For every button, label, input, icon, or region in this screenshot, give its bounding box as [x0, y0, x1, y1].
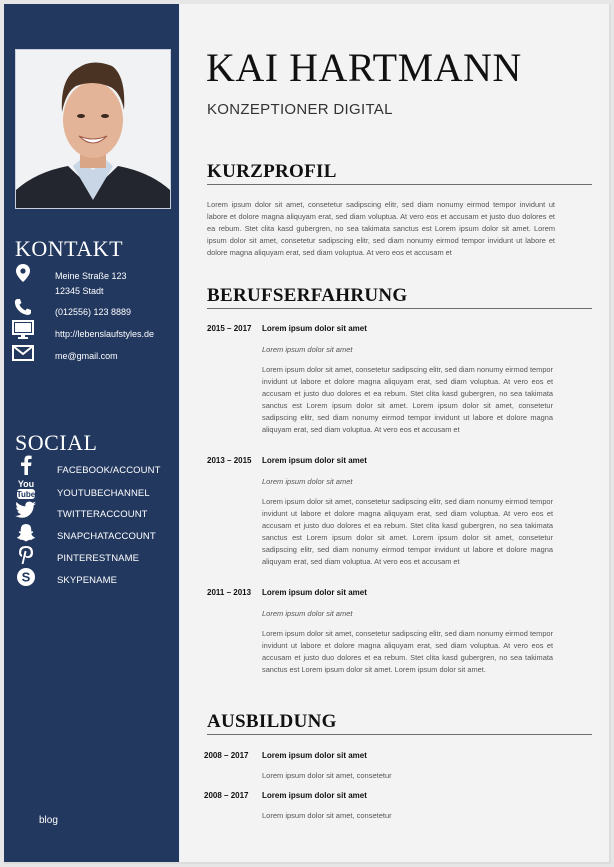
address-line-1: Meine Straße 123 [55, 271, 127, 281]
job-description: Lorem ipsum dolor sit amet, consetetur sadipscing elitr, sed diam nonumy eirmod tempor invidunt ut labore et dolore magna aliquyam erat, sed diam voluptua. At vero eos et accusam et justo duo dolores et ea rebum. Stet clita kasd gubergren, no sea takimata sanctus est Lorem ipsum dolor sit amet. Lorem ipsum dolor sit amet, consetetur sadipscing elitr, sed diam nonumy eirmod tempor invidunt ut labore et dolore magna aliquyam erat, sed diam voluptua. At vero eos et accusam et [262, 497, 553, 566]
section-title-kurzprofil: KURZPROFIL [207, 161, 337, 182]
education-description: Lorem ipsum dolor sit amet, consetetur [262, 771, 392, 780]
website-link[interactable]: http://lebenslaufstyles.de [55, 329, 155, 339]
svg-text:You: You [17, 479, 35, 489]
snapchat-label[interactable]: SNAPCHATACCOUNT [57, 531, 156, 542]
job-dates: 2013 – 2015 [207, 456, 252, 465]
section-divider [207, 734, 592, 735]
education-dates: 2008 – 2017 [204, 751, 249, 760]
job-role: KONZEPTIONER DIGITAL [207, 101, 393, 118]
pinterest-label[interactable]: PINTERESTNAME [57, 553, 140, 564]
twitter-icon [14, 501, 38, 519]
svg-text:S: S [21, 569, 31, 585]
education-title: Lorem ipsum dolor sit amet [262, 751, 367, 760]
social-youtube[interactable] [14, 478, 38, 500]
job-subtitle: Lorem ipsum dolor sit amet [262, 609, 353, 618]
contact-heading: KONTAKT [15, 236, 124, 261]
phone-icon [11, 298, 35, 316]
social-heading: SOCIAL [15, 430, 98, 455]
full-name: KAI HARTMANN [206, 45, 522, 90]
address-line-2: 12345 Stadt [55, 286, 104, 296]
map-pin-icon [11, 264, 35, 282]
phone-number[interactable]: (012556) 123 8889 [55, 307, 132, 317]
social-facebook[interactable] [14, 455, 38, 475]
job-title: Lorem ipsum dolor sit amet [262, 456, 367, 465]
contact-email [11, 345, 35, 361]
facebook-icon [14, 455, 38, 475]
job-title: Lorem ipsum dolor sit amet [262, 324, 367, 333]
education-title: Lorem ipsum dolor sit amet [262, 791, 367, 800]
youtube-icon [14, 478, 38, 500]
section-divider [207, 184, 592, 185]
profile-photo [15, 49, 171, 209]
job-dates: 2011 – 2013 [207, 588, 252, 597]
education-description: Lorem ipsum dolor sit amet, consetetur [262, 811, 392, 820]
twitter-label[interactable]: TWITTERACCOUNT [57, 509, 148, 520]
job-description: Lorem ipsum dolor sit amet, consetetur sadipscing elitr, sed diam nonumy eirmod tempor invidunt ut labore et dolore magna aliquyam erat, sed diam voluptua. At vero eos et accusam et justo duo dolores et ea rebum. Stet clita kasd gubergren, no sea takimata sanctus est Lorem ipsum dolor sit amet. Lorem ipsum dolor sit amet. [262, 629, 553, 674]
sidebar-divider [179, 4, 181, 862]
section-title-ausbildung: AUSBILDUNG [207, 711, 337, 732]
profile-summary: Lorem ipsum dolor sit amet, consetetur sadipscing elitr, sed diam nonumy eirmod tempor invidunt ut labore et dolore magna aliquyam erat, sed diam voluptua. At vero eos et accusam et justo duo dolores et ea rebum. Stet clita kasd gubergren, no sea takimata sanctus est Lorem ipsum dolor sit amet. Lorem ipsum dolor sit amet, consetetur sadipscing elitr, sed diam nonumy eirmod tempor invidunt ut labore et dolore magna aliquyam erat, sed diam voluptua. At vero eos et accusam et [207, 200, 555, 257]
contact-phone [11, 298, 35, 316]
svg-text:Tube: Tube [16, 490, 36, 499]
skype-icon [14, 567, 38, 587]
facebook-label[interactable]: FACEBOOK/ACCOUNT [57, 465, 161, 476]
snapchat-icon [14, 523, 38, 543]
job-dates: 2015 – 2017 [207, 324, 252, 333]
job-subtitle: Lorem ipsum dolor sit amet [262, 477, 353, 486]
social-pinterest[interactable] [14, 545, 38, 565]
social-skype[interactable] [14, 567, 38, 587]
email-link[interactable]: me@gmail.com [55, 351, 118, 361]
social-snapchat[interactable] [14, 523, 38, 543]
contact-website [11, 320, 35, 340]
contact-address [11, 264, 35, 282]
monitor-icon [11, 320, 35, 340]
skype-label[interactable]: SKYPENAME [57, 575, 118, 586]
social-twitter[interactable] [14, 501, 38, 519]
job-description: Lorem ipsum dolor sit amet, consetetur sadipscing elitr, sed diam nonumy eirmod tempor invidunt ut labore et dolore magna aliquyam erat, sed diam voluptua. At vero eos et accusam et justo duo dolores et ea rebum. Stet clita kasd gubergren, no sea takimata sanctus est Lorem ipsum dolor sit amet. Lorem ipsum dolor sit amet, consetetur sadipscing elitr, sed diam nonumy eirmod tempor invidunt ut labore et dolore magna aliquyam erat, sed diam voluptua. At vero eos et accusam et [262, 365, 553, 434]
pinterest-icon [14, 545, 38, 565]
job-subtitle: Lorem ipsum dolor sit amet [262, 345, 353, 354]
education-dates: 2008 – 2017 [204, 791, 249, 800]
blog-link[interactable]: blog [39, 815, 58, 826]
section-title-berufserfahrung: BERUFSERFAHRUNG [207, 285, 408, 306]
section-divider [207, 308, 592, 309]
envelope-icon [11, 345, 35, 361]
youtube-label[interactable]: YOUTUBECHANNEL [57, 488, 150, 499]
job-title: Lorem ipsum dolor sit amet [262, 588, 367, 597]
